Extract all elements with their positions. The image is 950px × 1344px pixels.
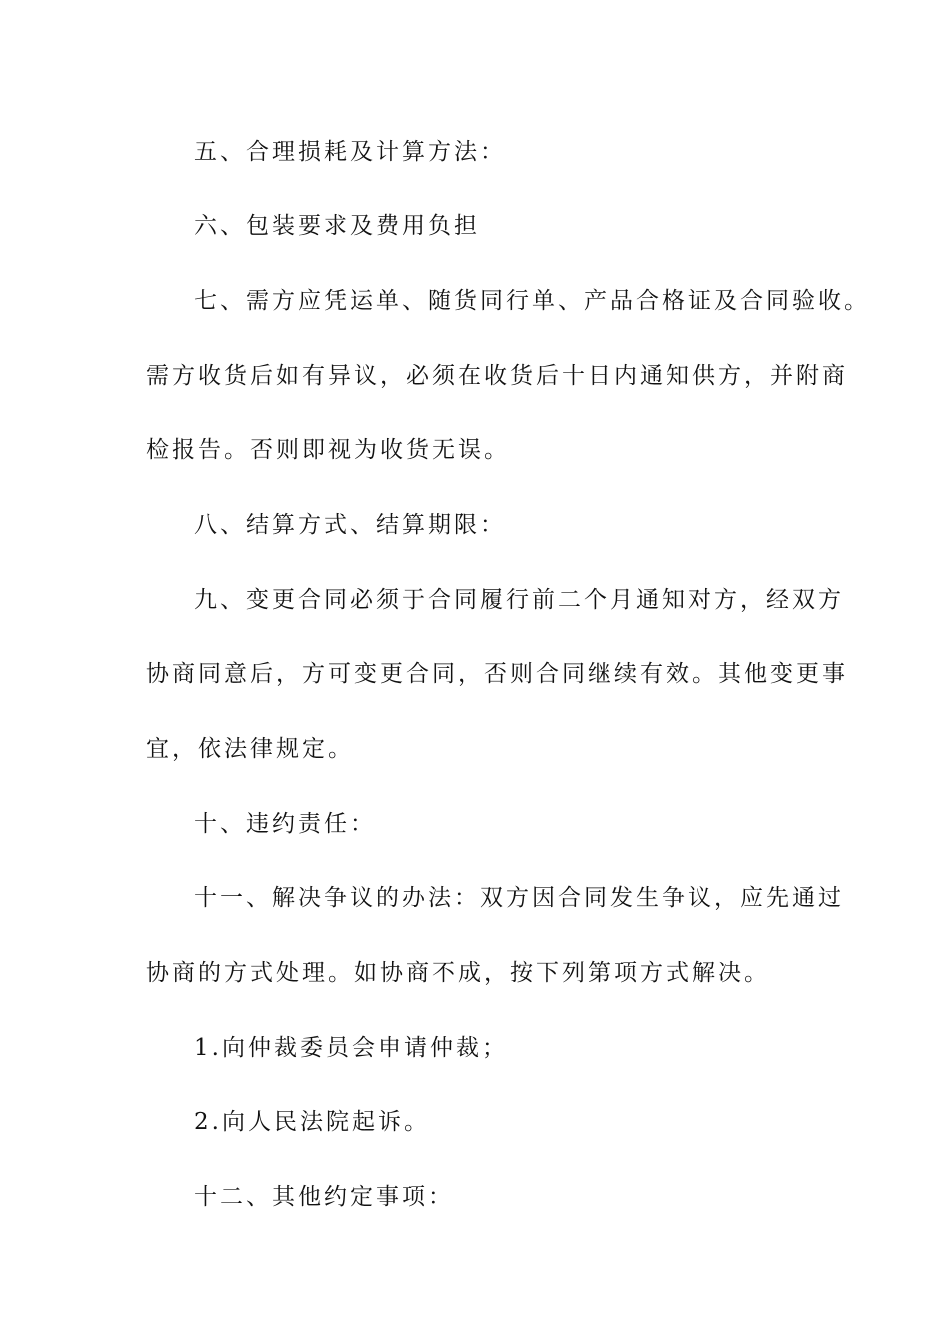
clause-12-heading: 十二、其他约定事项： [194, 1184, 454, 1210]
clause-7-line-2: 需方收货后如有异议，必须在收货后十日内通知供方，并附商 [146, 363, 848, 389]
clause-6-heading: 六、包装要求及费用负担 [194, 213, 480, 239]
clause-11-option-2: 2.向人民法院起诉。 [194, 1109, 430, 1135]
clause-7-line-1: 七、需方应凭运单、随货同行单、产品合格证及合同验收。 [194, 288, 870, 314]
clause-7-line-3: 检报告。否则即视为收货无误。 [146, 437, 510, 463]
clause-11-line-1: 十一、解决争议的办法：双方因合同发生争议，应先通过 [194, 885, 844, 911]
clause-9-line-2: 协商同意后，方可变更合同，否则合同继续有效。其他变更事 [146, 661, 848, 687]
clause-8-heading: 八、结算方式、结算期限： [194, 512, 506, 538]
clause-10-heading: 十、违约责任： [194, 811, 376, 837]
clause-9-line-1: 九、变更合同必须于合同履行前二个月通知对方，经双方 [194, 587, 844, 613]
clause-11-option-1: 1.向仲裁委员会申请仲裁； [194, 1035, 508, 1061]
clause-5-heading: 五、合理损耗及计算方法： [194, 139, 506, 165]
clause-9-line-3: 宜，依法律规定。 [146, 736, 354, 762]
clause-11-line-2: 协商的方式处理。如协商不成，按下列第项方式解决。 [146, 960, 770, 986]
